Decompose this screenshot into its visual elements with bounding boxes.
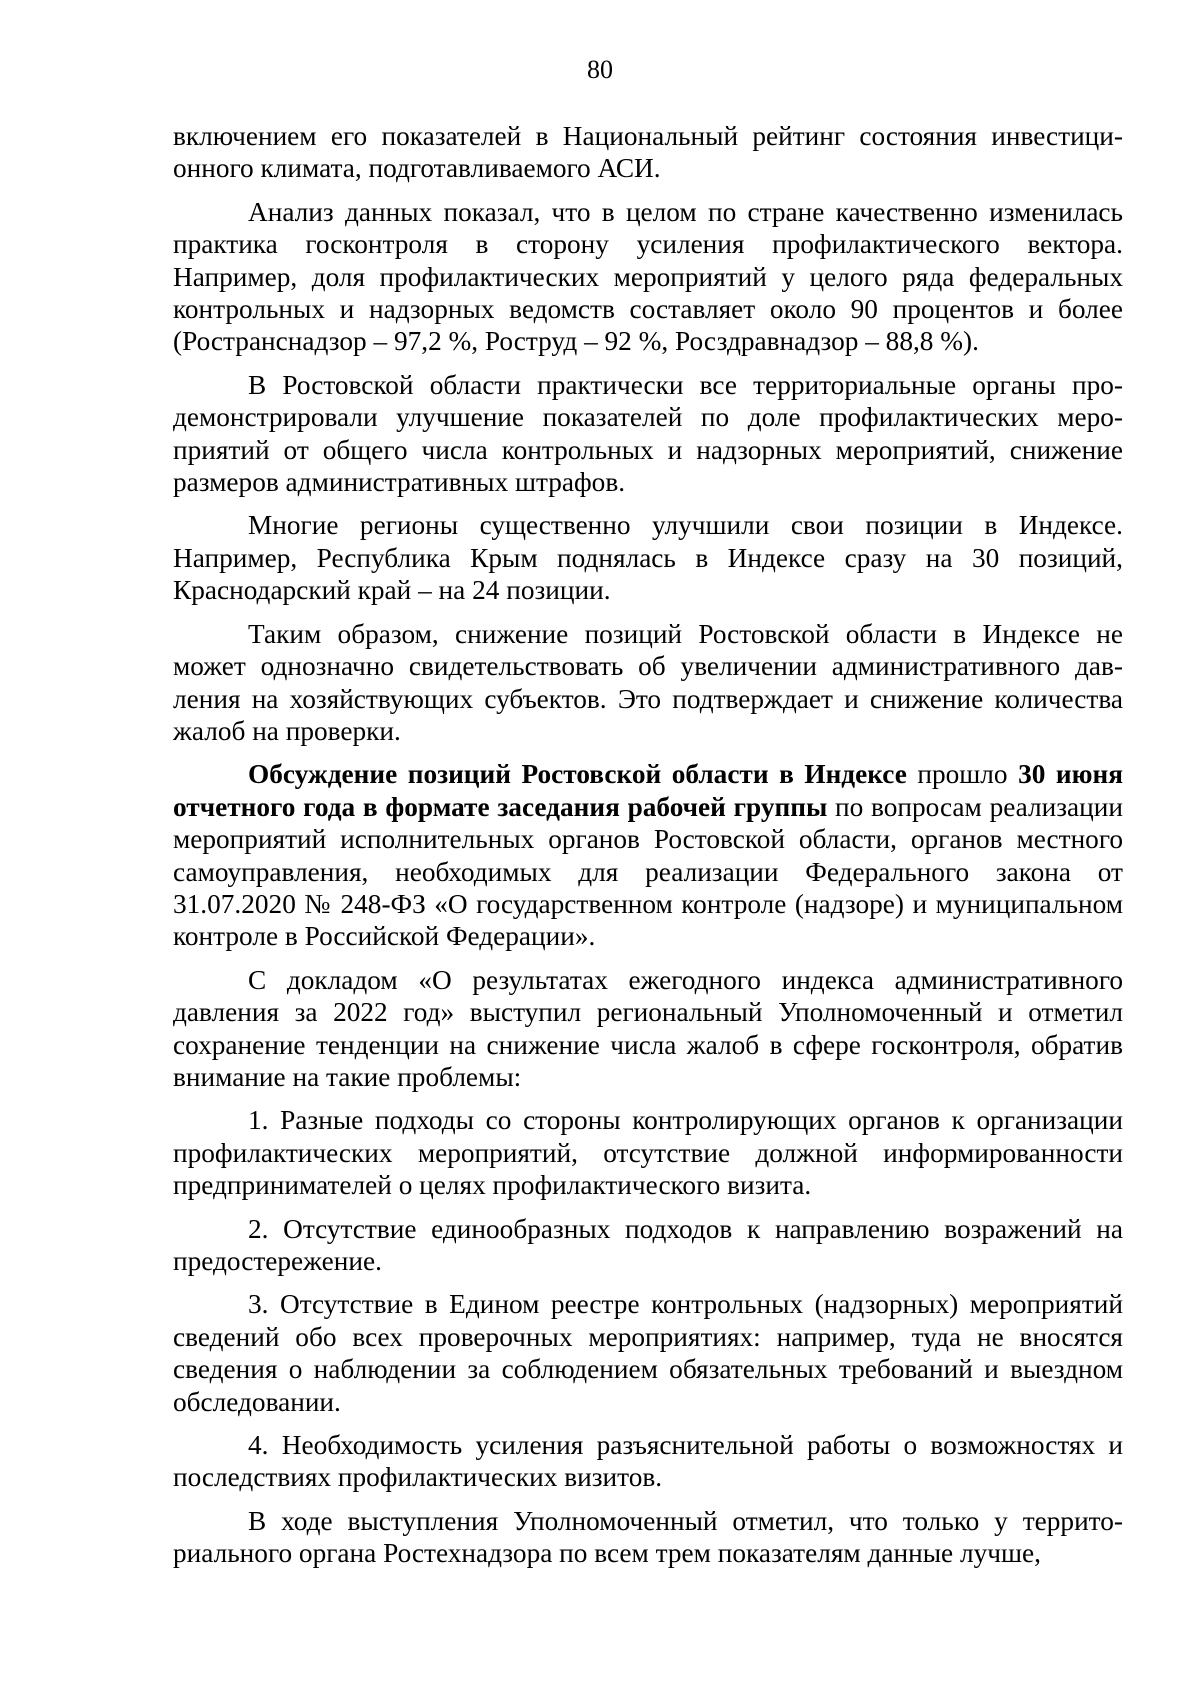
page-number: 80 (587, 55, 613, 84)
discussion-bold-date: 30 июня отчетного года в формате заседания рабочей группы (173, 759, 1123, 822)
paragraph-continuation: включением его показателей в Национальный рейтинг состояния инвестиционного климата, подготавливаемого АСИ. (173, 121, 1123, 184)
list-item-2: 2. Отсутствие единообразных подходов к направлению возражений на предостережение. (173, 1213, 1123, 1276)
discussion-bold-lead: Обсуждение позиций Ростовской области в Индексе (248, 759, 907, 790)
list-item-4: 4. Необходимость усиления разъяснительной работы о возможностях и последствиях профилактических визитов. (173, 1430, 1123, 1493)
list-item-3: 3. Отсутствие в Едином реестре контрольных (надзорных) мероприятий сведений обо всех проверочных мероприятиях: например, туда не вносятся сведения о наблюдении за соблюдением обязательных требований и выездном обследовании. (173, 1289, 1123, 1417)
paragraph-final: В ходе выступления Уполномоченный отметил, что только у территориального органа Ростехнадзора по всем трем показателям данные лучше, (173, 1505, 1123, 1569)
document-body (173, 120, 1123, 1581)
paragraph-analysis: Анализ данных показал, что в целом по стране качественно изменилась практика госконтроля в сторону усиления профилактического вектора. Например, доля профилактических мероприятий у целого ряда федеральных контрольных и надзорных ведомств составляет около 90 процентов и более (Ространснадзор – 97,2 %, Роструд – 92 %, Росздравнадзор – 88,8 %). (173, 196, 1123, 357)
paragraph-discussion (173, 758, 1123, 952)
paragraph-report: С докладом «О результатах ежегодного индекса административного давления за 2022 год» выступил региональный Уполномоченный и отметил сохранение тенденции на снижение числа жалоб в сфере госконтроля, обратив внимание на такие проблемы: (173, 964, 1123, 1092)
paragraph-rostov-region: В Ростовской области практически все территориальные органы продемонстрировали улучшение показателей по доле профилактических мероприятий от общего числа контрольных и надзорных мероприятий, снижение размеров административных штрафов. (173, 369, 1123, 498)
list-item-1: 1. Разные подходы со стороны контролирующих органов к организации профилактических мероприятий, отсутствие должной информированности предпринимателей о целях профилактического визита. (173, 1105, 1123, 1201)
paragraph-regions-improved: Многие регионы существенно улучшили свои позиции в Индексе. Например, Республика Крым поднялась в Индексе сразу на 30 позиций, Краснодарский край – на 24 позиции. (173, 510, 1123, 606)
discussion-text-2: по вопросам реализации мероприятий исполнительных органов Ростовской области, органов местного самоуправления, необходимых для реализации Федерального закона от 31.07.2020 № 248-ФЗ «О государственном контроле (надзоре) и муниципальном контроле в Российской Федерации». (173, 791, 1123, 952)
discussion-text-1: прошло (906, 759, 1019, 790)
paragraph-conclusion: Таким образом, снижение позиций Ростовской области в Индексе не может однозначно свидетельствовать об увеличении административного давления на хозяйствующих субъектов. Это подтверждает и снижение количества жалоб на проверки. (173, 618, 1123, 746)
